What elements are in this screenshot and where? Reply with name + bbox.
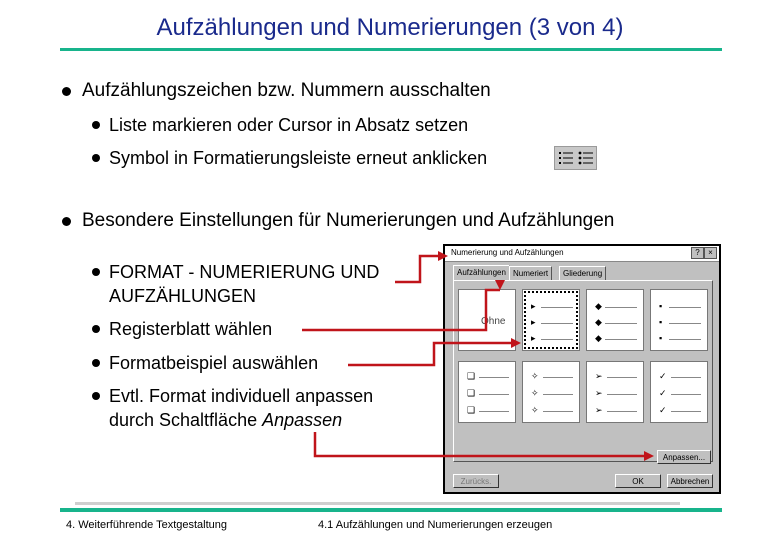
box-bullet-icon: ❑ (467, 388, 476, 398)
triangle-bullet-icon: ▸ (531, 301, 536, 311)
box-bullet-icon: ❑ (467, 405, 476, 415)
section1-item-2: Symbol in Formatierungsleiste erneut anklicken (109, 148, 488, 168)
square-bullet-icon: ▪ (659, 317, 663, 327)
footer-shadow (75, 502, 680, 505)
reset-button[interactable]: Zurücks. (453, 474, 499, 488)
triangle-bullet-icon: ▸ (531, 333, 536, 343)
page-title: Aufzählungen und Numerierungen (3 von 4) (156, 14, 624, 41)
star-bullet-icon: ✧ (531, 371, 539, 381)
tab-outline[interactable]: Gliederung (559, 266, 606, 280)
triangle-bullet-icon: ▸ (531, 317, 536, 327)
arrow-bullet-icon: ➢ (595, 371, 603, 381)
check-bullet-icon: ✓ (659, 405, 667, 415)
section2-item-2: Registerblatt wählen (109, 319, 273, 339)
section1-heading: Aufzählungszeichen bzw. Nummern ausschalten (82, 80, 491, 101)
item-4-prefix: durch Schaltfläche (109, 410, 263, 430)
diamond-bullet-icon: ◆ (595, 333, 602, 343)
diamond-bullet-icon: ◆ (595, 301, 602, 311)
close-icon[interactable]: × (704, 247, 717, 259)
square-bullet-icon: ▪ (659, 333, 663, 343)
arrow-bullet-icon: ➢ (595, 388, 603, 398)
tab-numbered[interactable]: Numeriert (509, 266, 552, 280)
diamond-bullet-icon: ◆ (595, 317, 602, 327)
dialog-title: Numerierung und Aufzählungen (451, 248, 564, 257)
section1-item-1: Liste markieren oder Cursor in Absatz setzen (109, 115, 469, 135)
customize-button[interactable]: Anpassen... (657, 450, 711, 464)
section2-item-1-line1: FORMAT - NUMERIERUNG UND (109, 262, 380, 282)
arrow-to-tab (302, 280, 505, 330)
arrow-bullet-icon: ➢ (595, 405, 603, 415)
arrow-to-dialog-title (395, 251, 448, 282)
star-bullet-icon: ✧ (531, 405, 539, 415)
star-bullet-icon: ✧ (531, 388, 539, 398)
footer-divider (60, 508, 722, 512)
ok-button[interactable]: OK (615, 474, 661, 488)
cancel-button[interactable]: Abbrechen (667, 474, 713, 488)
none-label: Ohne (481, 316, 506, 327)
check-bullet-icon: ✓ (659, 388, 667, 398)
footer-chapter: 4. Weiterführende Textgestaltung (66, 519, 228, 531)
section2-item-3: Formatbeispiel auswählen (109, 353, 319, 373)
help-icon[interactable]: ? (691, 247, 704, 259)
section2-heading: Besondere Einstellungen für Numerierungen und Aufzählungen (82, 210, 615, 231)
arrow-to-format-option (348, 338, 521, 365)
box-bullet-icon: ❑ (467, 371, 476, 381)
footer-section: 4.1 Aufzählungen und Numerierungen erzeugen (318, 519, 553, 531)
section2-item-4-line1: Evtl. Format individuell anpassen (109, 386, 374, 406)
item-4-emphasis: Anpassen (262, 410, 343, 430)
arrow-to-customize-button (315, 432, 654, 461)
tab-bullets[interactable]: Aufzählungen (453, 265, 510, 281)
square-bullet-icon: ▪ (659, 301, 663, 311)
section2-item-1-line2: AUFZÄHLUNGEN (109, 286, 257, 306)
check-bullet-icon: ✓ (659, 371, 667, 381)
